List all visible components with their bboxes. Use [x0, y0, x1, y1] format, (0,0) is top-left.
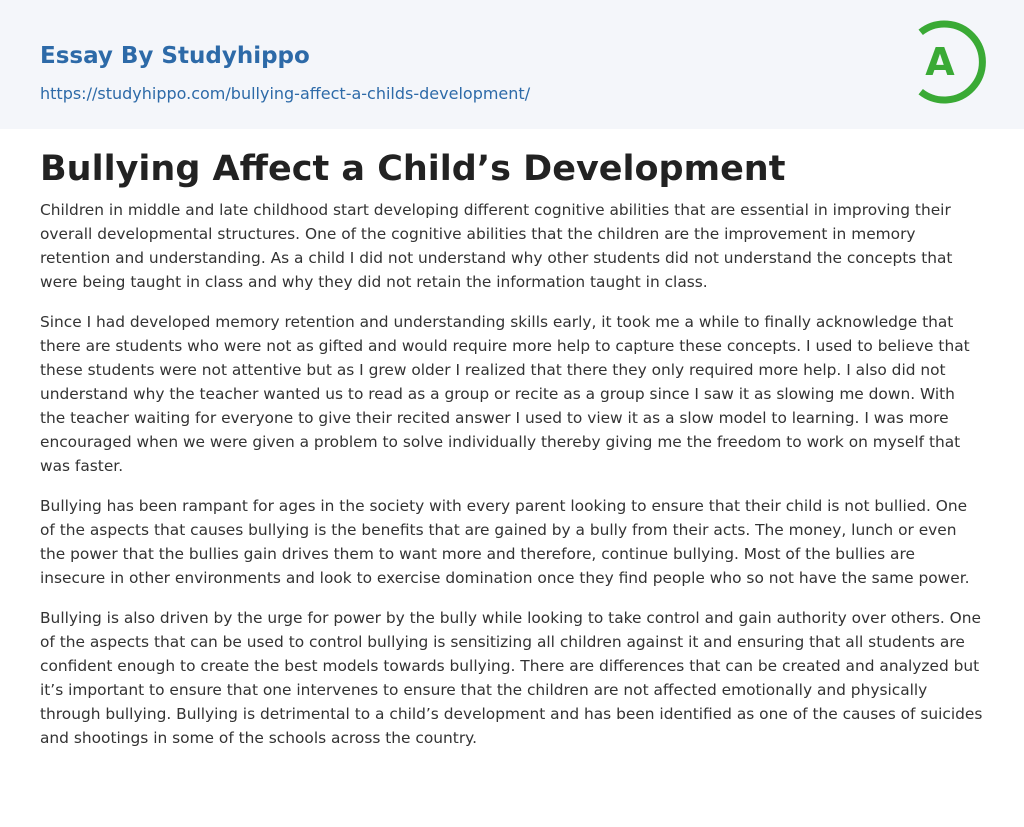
brand-title: Essay By Studyhippo — [40, 43, 310, 69]
paragraph-3: Bullying has been rampant for ages in the society with every parent looking to ensure that their child is not bullied. One of the aspects that causes bullying is the benefits that are gained by a bully from their acts. The money, lunch or even the power that the bullies gain drives them to want more and therefore, continue bullying. Most of the bullies are insecure in other environments and look to exercise domination once they find people who so not have the same power. — [40, 497, 970, 587]
article-title: Bullying Affect a Child’s Development — [40, 149, 786, 189]
essay-url-link[interactable]: https://studyhippo.com/bullying-affect-a-childs-development/ — [40, 84, 531, 103]
studyhippo-logo-icon — [911, 18, 987, 106]
paragraph-1: Children in middle and late childhood start developing different cognitive abilities that are essential in improving their overall developmental structures. One of the cognitive abilities that the children are the improvement in memory retention and understanding. As a child I did not understand why other students did not understand the concepts that were being taught in class and why they did not retain the information taught in class. — [40, 201, 953, 291]
logo-letter: A — [925, 40, 955, 84]
paragraph-4: Bullying is also driven by the urge for power by the bully while looking to take control and gain authority over others. One of the aspects that can be used to control bullying is sensitizing all children against it and ensuring that all students are confident enough to create the best models towards bullying. There are differences that can be created and analyzed but it’s important to ensure that one intervenes to ensure that the children are not affected emotionally and physically through bullying. Bullying is detrimental to a child’s development and has been identified as one of the causes of suicides and shootings in some of the schools across the country. — [40, 609, 983, 747]
article — [0, 129, 1024, 750]
page-header — [0, 0, 1024, 129]
paragraph-2: Since I had developed memory retention and understanding skills early, it took me a while to finally acknowledge that there are students who were not as gifted and would require more help to capture these concepts. I used to believe that these students were not attentive but as I grew older I realized that there they only required more help. I also did not understand why the teacher wanted us to read as a group or recite as a group since I saw it as slowing me down. With the teacher waiting for everyone to give their recited answer I used to view it as a slow model to learning. I was more encouraged when we were given a problem to solve individually thereby giving me the freedom to work on myself that was faster. — [40, 313, 970, 475]
